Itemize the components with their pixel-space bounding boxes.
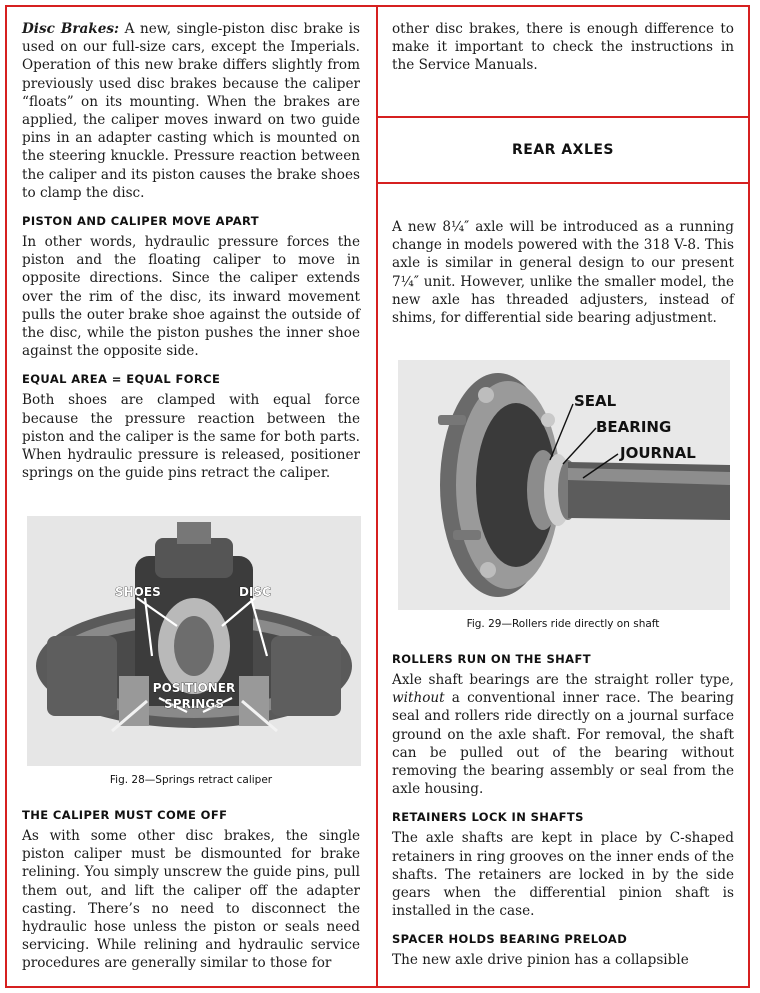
- fig-28-caliper-photo: [27, 516, 361, 766]
- right-top-block: [392, 20, 734, 75]
- heading-spacer-preload: SPACER HOLDS BEARING PRELOAD: [392, 932, 628, 947]
- piston-caliper-paragraph: In other words, hydraulic pressure forces the piston and the floating caliper to move in opposite directions. Since the caliper extends over the rim of the disc, its inward movement pulls the outer brake shoe against the outside of the disc, while the piston pushes the inner shoe against the opposite side.: [22, 234, 360, 360]
- rollers-run-text-b: a conventional inner race. The bearing seal and rollers ride directly on a journal surface ground on the axle shaft. For removal, the shaft can be pulled out of the bearing without removing the bearing assembly or seal from the axle housing.: [392, 690, 735, 798]
- heading-rollers-run: ROLLERS RUN ON THE SHAFT: [392, 652, 591, 666]
- label-bearing: BEARING: [596, 418, 672, 436]
- heading-equal-area: EQUAL AREA = EQUAL FORCE: [22, 372, 221, 387]
- disc-brakes-lead-in: Disc Brakes:: [22, 21, 120, 37]
- right-lower-block: [392, 618, 734, 970]
- heading-caliper-come-off: THE CALIPER MUST COME OFF: [22, 808, 228, 822]
- fig-29-caption: Fig. 29—Rollers ride directly on shaft: [466, 618, 660, 630]
- left-column-lower: [22, 774, 360, 973]
- label-seal: SEAL: [574, 392, 617, 410]
- disc-brakes-paragraph: [22, 20, 360, 202]
- retainers-lock-paragraph: The axle shafts are kept in place by C-shaped retainers in ring grooves on the inner ends of the shafts. The retainers are locked in by the side gears when the differential pinion shaft is installed in the case.: [392, 830, 734, 920]
- section-title-rear-axles: REAR AXLES: [511, 142, 615, 158]
- rollers-run-text-a: Axle shaft bearings are the straight roller type,: [392, 672, 734, 688]
- left-column: [22, 20, 360, 482]
- equal-area-paragraph: Both shoes are clamped with equal force because the pressure reaction between the piston and the caliper is the same for both parts. When hydraulic pressure is released, positioner springs on the guide pins retract the caliper.: [22, 392, 360, 482]
- right-main-block: [392, 218, 734, 327]
- spacer-preload-paragraph: The new axle drive pinion has a collapsible: [392, 952, 689, 969]
- label-disc: DISC: [239, 585, 271, 599]
- rollers-run-paragraph: [392, 671, 734, 798]
- heading-retainers-lock: RETAINERS LOCK IN SHAFTS: [392, 810, 584, 825]
- caliper-come-off-paragraph: As with some other disc brakes, the single piston caliper must be dismounted for brake relining. You simply unscrew the guide pins, pull them out, and lift the caliper off the adapter casting. There’s no need to disconnect the hydraulic hose unless the piston or seals need servicing. While relining and hydraulic service procedures are generally similar to those for: [22, 828, 360, 972]
- heading-piston-caliper: PISTON AND CALIPER MOVE APART: [22, 214, 260, 229]
- right-title-block: [378, 142, 748, 158]
- label-shoes: SHOES: [115, 585, 161, 599]
- fig-28-caption: Fig. 28—Springs retract caliper: [109, 774, 273, 786]
- disc-brakes-text: A new, single-piston disc brake is used on our full-size cars, except the Imperials. Operation of this new brake differs slightly from previously used disc brakes because the caliper “floats” on its mounting. When the brakes are applied, the caliper moves inward on two guide pins in an adapter casting which is mounted on the steering knuckle. Pressure reaction between the caliper and its piston causes the brake shoes to clamp the disc.: [22, 21, 360, 201]
- label-springs: SPRINGS: [164, 697, 224, 711]
- caliper-illustration: [27, 516, 361, 766]
- label-positioner: POSITIONER: [152, 681, 236, 695]
- continued-paragraph: other disc brakes, there is enough difference to make it important to check the instructions in the Service Manuals.: [392, 21, 734, 74]
- rear-axle-paragraph: A new 8¼″ axle will be introduced as a running change in models powered with the 318 V-8. This axle is similar in general design to our present 7¼″ unit. However, unlike the smaller model, the new axle has threaded adjusters, instead of shims, for differential side bearing adjustment.: [392, 219, 734, 327]
- fig-29-axle-photo: [398, 360, 730, 610]
- rollers-run-emphasis: without: [392, 690, 445, 707]
- label-journal: JOURNAL: [620, 444, 696, 462]
- axle-illustration: [398, 360, 730, 610]
